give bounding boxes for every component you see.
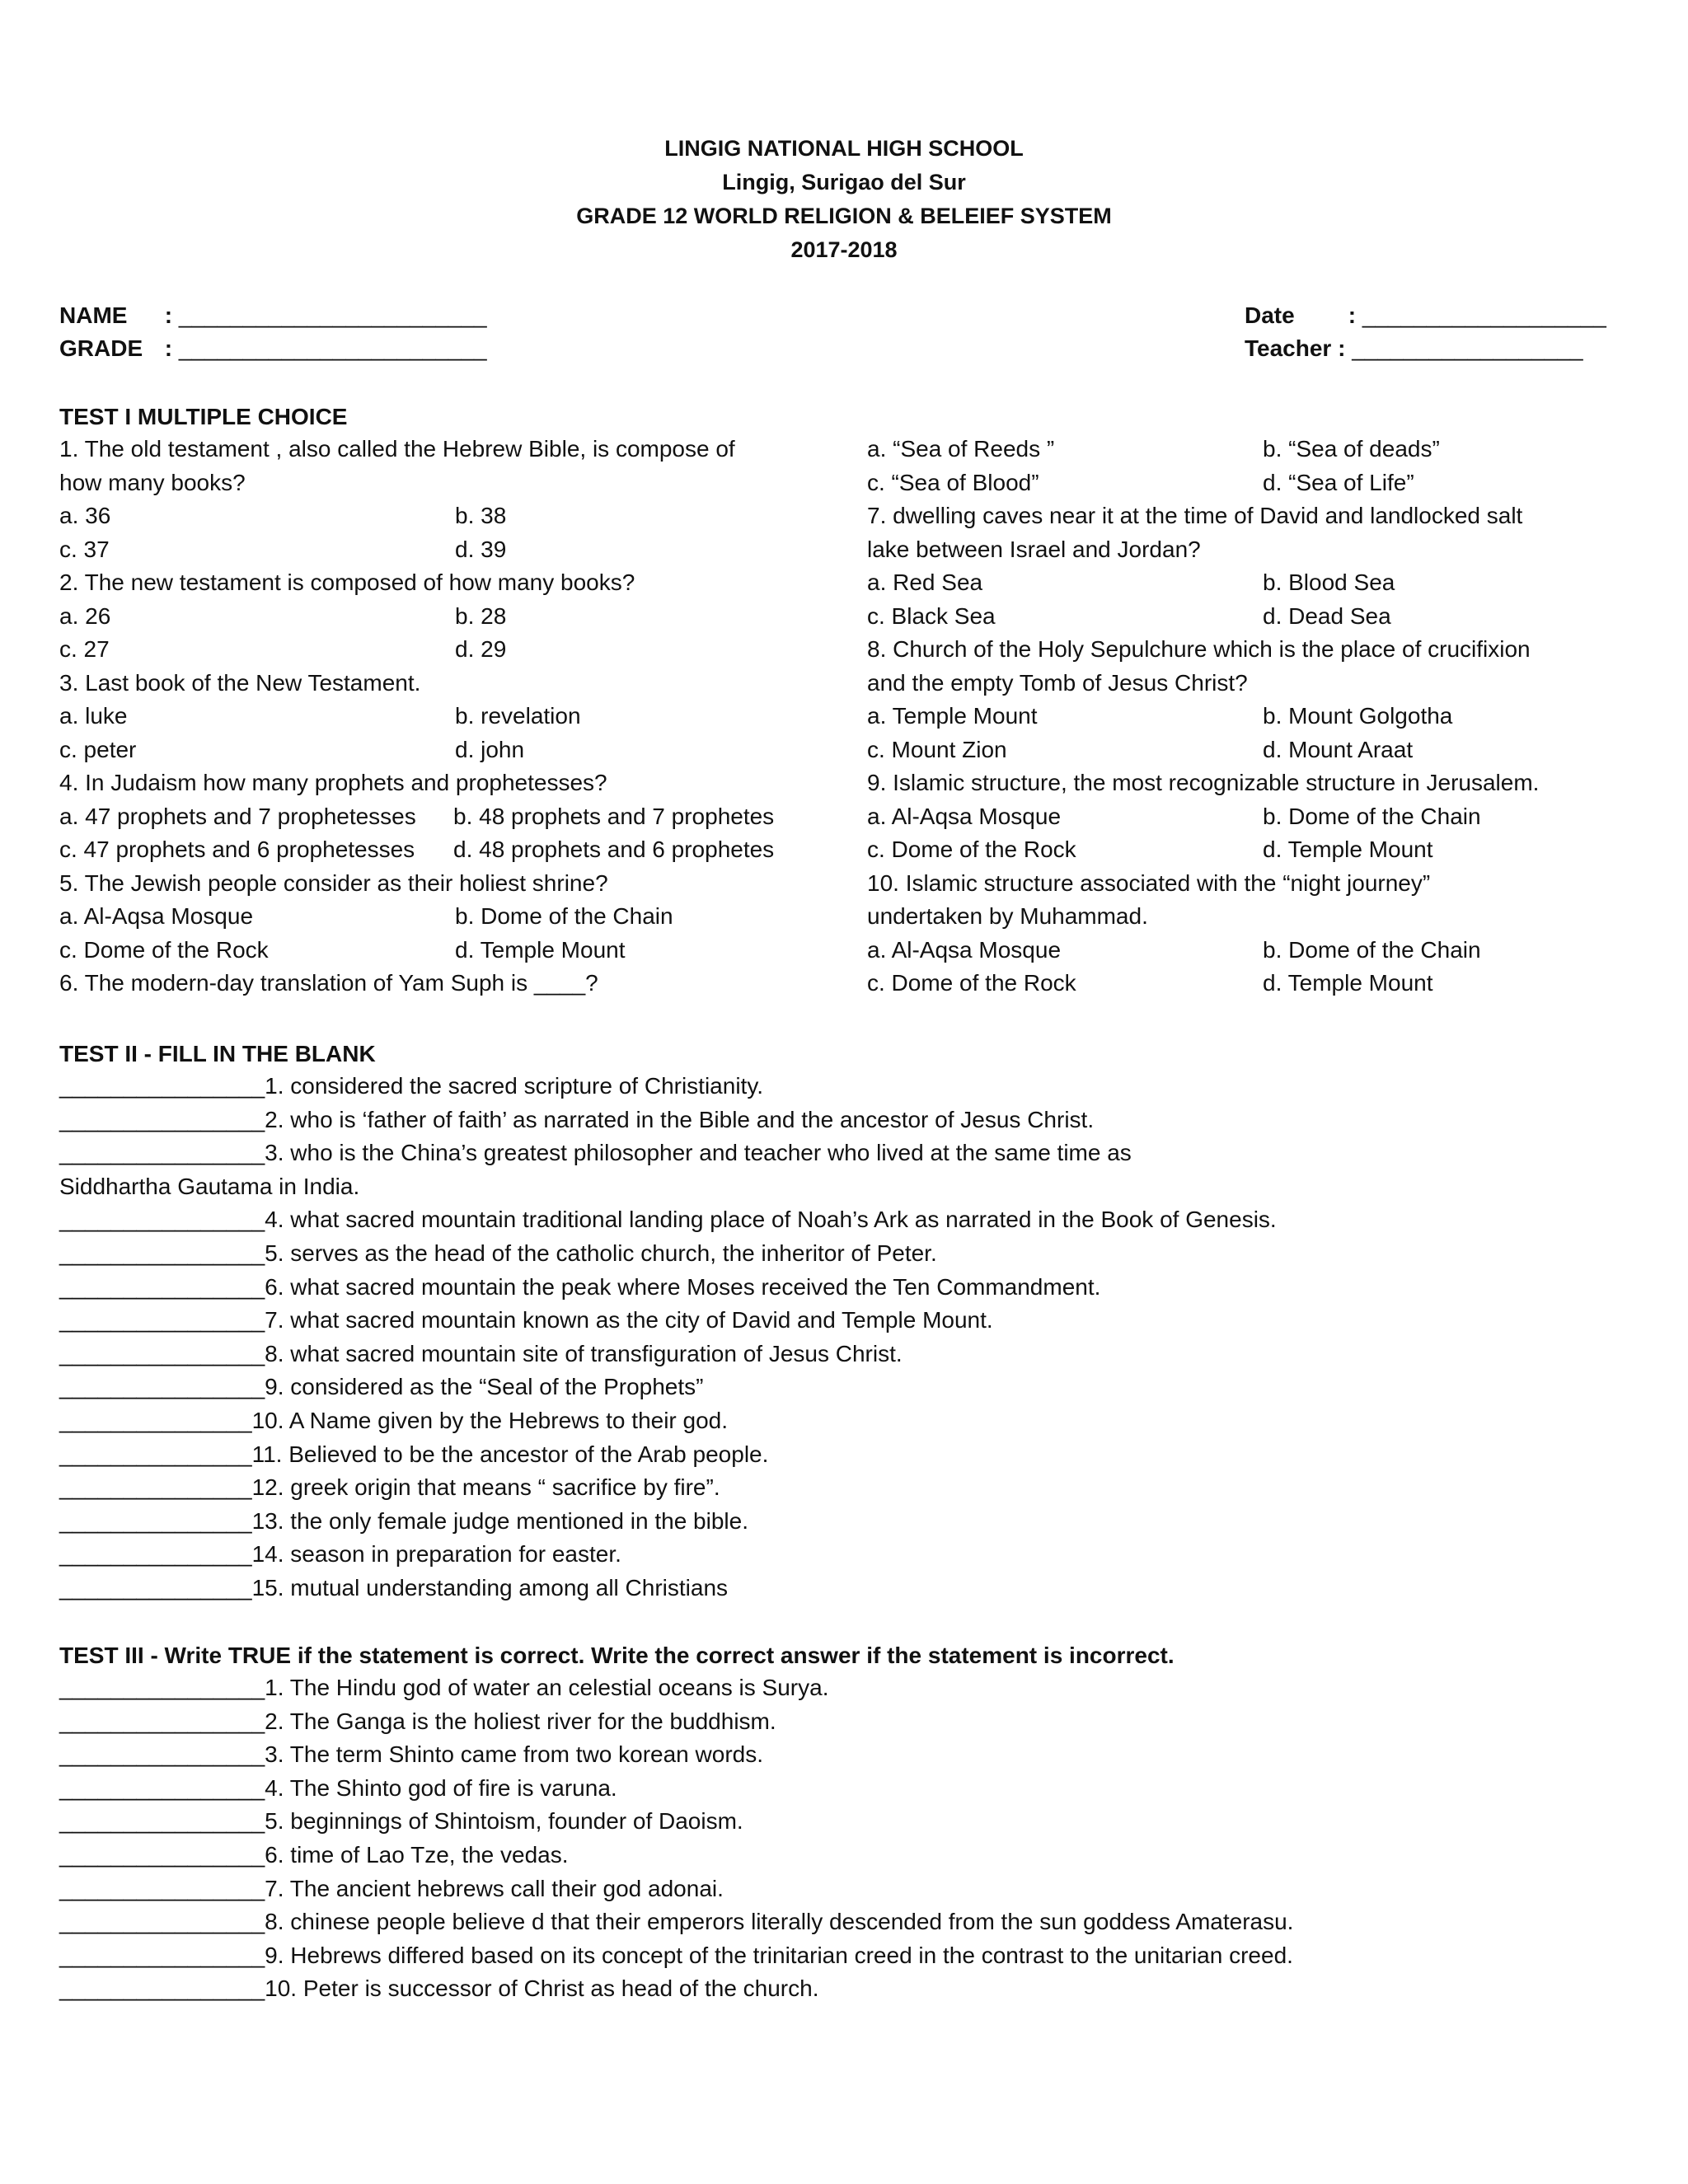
test1-title: TEST I MULTIPLE CHOICE <box>59 404 348 429</box>
fill-blank-continuation: Siddhartha Gautama in India. <box>59 1173 360 1199</box>
fill-blank-item[interactable]: ________________3. who is the China’s greatest philosopher and teacher who lived at the same time as <box>59 1140 1132 1166</box>
test1-right-row <box>867 533 1634 567</box>
test1-left-row <box>59 566 826 600</box>
fill-blank-item[interactable]: ________________5. serves as the head of the catholic church, the inheritor of Peter. <box>59 1240 937 1266</box>
test1-left-row <box>59 600 826 634</box>
school-name: LINGIG NATIONAL HIGH SCHOOL <box>664 136 1024 161</box>
true-false-item[interactable]: ________________10. Peter is successor of Christ as head of the church. <box>59 1975 819 2002</box>
option-a: a. “Sea of Reeds ” <box>867 436 1055 462</box>
test1-left-row <box>59 833 826 867</box>
date-colon: : <box>1348 302 1357 328</box>
fill-blank-item[interactable]: ________________4. what sacred mountain traditional landing place of Noah’s Ark as narrated in the Book of Genesis. <box>59 1207 1277 1233</box>
option-a: a. luke <box>59 703 128 729</box>
teacher-colon: : <box>1338 335 1346 361</box>
teacher-label: Teacher <box>1245 335 1332 361</box>
row-text: 1. The old testament , also called the Hebrew Bible, is compose of <box>59 436 735 462</box>
option-a: a. Al-Aqsa Mosque <box>59 903 254 929</box>
test1-right-row <box>867 433 1634 466</box>
test1-right-row <box>867 900 1634 934</box>
option-b: b. Dome of the Chain <box>455 903 673 929</box>
school-year: 2017-2018 <box>790 237 898 262</box>
test1-left-row <box>59 667 826 701</box>
option-b: b. revelation <box>455 703 581 729</box>
test1-right-row <box>867 466 1634 500</box>
fill-blank-item[interactable]: ________________7. what sacred mountain known as the city of David and Temple Mount. <box>59 1307 993 1333</box>
fill-blank-item[interactable]: ________________2. who is ‘father of faith’ as narrated in the Bible and the ancestor of Jesus Christ. <box>59 1106 1095 1132</box>
fill-blank-item[interactable]: ________________6. what sacred mountain the peak where Moses received the Ten Commandment. <box>59 1273 1101 1300</box>
test1-left-row <box>59 967 826 1001</box>
option-a: a. Temple Mount <box>867 703 1038 729</box>
option-c: c. Dome of the Rock <box>59 936 269 963</box>
test1-left-row <box>59 800 826 834</box>
course-title: GRADE 12 WORLD RELIGION & BELEIEF SYSTEM <box>576 204 1112 228</box>
name-blank[interactable]: ________________________ <box>178 302 487 328</box>
option-c: c. Dome of the Rock <box>867 837 1076 862</box>
fill-blank-item[interactable]: ________________9. considered as the “Seal of the Prophets” <box>59 1374 704 1400</box>
test1-right-row <box>867 967 1634 1001</box>
row-text: 2. The new testament is composed of how many books? <box>59 569 635 595</box>
test1-right-row <box>867 867 1634 901</box>
fill-blank-item[interactable]: _______________11. Believed to be the ancestor of the Arab people. <box>59 1441 769 1467</box>
test1-right-row <box>867 766 1634 800</box>
test1-left-row <box>59 733 826 767</box>
fill-blank-item[interactable]: _______________15. mutual understanding among all Christians <box>59 1574 729 1601</box>
option-d: d. john <box>455 736 525 762</box>
option-b: b. 48 prophets and 7 prophetes <box>453 803 775 829</box>
teacher-blank[interactable]: __________________ <box>1352 335 1583 361</box>
test1-right-row <box>867 667 1634 701</box>
option-c: c. peter <box>59 736 137 762</box>
option-d: d. 29 <box>455 636 507 662</box>
test1-right-row <box>867 934 1634 968</box>
option-b: b. “Sea of deads” <box>1263 436 1440 462</box>
row-text: 4. In Judaism how many prophets and prophetesses? <box>59 770 607 795</box>
row-text: 3. Last book of the New Testament. <box>59 669 421 696</box>
date-blank[interactable]: ___________________ <box>1362 302 1606 328</box>
option-a: a. Red Sea <box>867 569 983 595</box>
fill-blank-item[interactable]: ________________1. considered the sacred scripture of Christianity. <box>59 1073 764 1099</box>
true-false-item[interactable]: ________________4. The Shinto god of fire is varuna. <box>59 1774 617 1801</box>
test2-title: TEST II - FILL IN THE BLANK <box>59 1041 376 1066</box>
test2-items <box>59 1070 1625 1605</box>
option-b: b. Blood Sea <box>1263 569 1395 595</box>
test1-left-row <box>59 766 826 800</box>
option-d: d. Dead Sea <box>1263 602 1391 629</box>
fill-blank-item[interactable]: _______________14. season in preparation for easter. <box>59 1541 621 1568</box>
grade-field[interactable] <box>59 331 487 365</box>
row-text: 9. Islamic structure, the most recognizable structure in Jerusalem. <box>867 770 1540 795</box>
test1-right-row <box>867 833 1634 867</box>
test1-right-column <box>867 433 1634 1001</box>
test1-left-row <box>59 900 826 934</box>
row-text: 8. Church of the Holy Sepulchure which is the place of crucifixion <box>867 636 1531 662</box>
true-false-item[interactable]: ________________5. beginnings of Shintoism, founder of Daoism. <box>59 1808 743 1835</box>
true-false-item[interactable]: ________________9. Hebrews differed based on its concept of the trinitarian creed in the contrast to the unitarian creed. <box>59 1942 1293 1968</box>
option-b: b. 38 <box>455 503 507 528</box>
true-false-item[interactable]: ________________7. The ancient hebrews call their god adonai. <box>59 1875 724 1901</box>
option-d: d. Mount Araat <box>1263 736 1414 762</box>
option-d: d. “Sea of Life” <box>1263 469 1414 495</box>
option-a: a. 47 prophets and 7 prophetesses <box>59 803 416 829</box>
option-d: d. Temple Mount <box>1263 970 1433 996</box>
test1-right-row <box>867 633 1634 667</box>
row-text: 7. dwelling caves near it at the time of David and landlocked salt <box>867 503 1523 528</box>
school-location: Lingig, Surigao del Sur <box>722 170 966 194</box>
test1-left-row <box>59 499 826 533</box>
test3-items <box>59 1671 1625 2006</box>
option-a: a. Al-Aqsa Mosque <box>867 936 1062 963</box>
option-a: a. 36 <box>59 503 111 528</box>
option-b: b. Mount Golgotha <box>1263 703 1453 729</box>
option-b: b. Dome of the Chain <box>1263 803 1481 829</box>
row-text: 6. The modern-day translation of Yam Suph is ____? <box>59 970 598 996</box>
test1-right-row <box>867 700 1634 733</box>
name-field[interactable] <box>59 298 487 332</box>
test1-right-row <box>867 800 1634 834</box>
option-a: a. 26 <box>59 602 111 629</box>
true-false-item[interactable]: ________________6. time of Lao Tze, the vedas. <box>59 1841 569 1868</box>
test1-left-row <box>59 700 826 733</box>
test1-right-row <box>867 499 1634 533</box>
row-text: 10. Islamic structure associated with the “night journey” <box>867 869 1431 896</box>
option-d: d. 39 <box>455 536 507 562</box>
test1-left-row <box>59 934 826 968</box>
test3-title: TEST III - Write TRUE if the statement is correct. Write the correct answer if the statement is incorrect. <box>59 1643 1175 1668</box>
test1-right-row <box>867 566 1634 600</box>
test1-right-row <box>867 733 1634 767</box>
exam-header <box>0 132 1688 267</box>
option-c: c. 47 prophets and 6 prophetesses <box>59 837 415 862</box>
grade-label: GRADE <box>59 335 143 361</box>
option-d: d. Temple Mount <box>1263 837 1433 862</box>
option-c: c. 37 <box>59 536 110 562</box>
name-colon: : <box>164 302 173 328</box>
test1-left-row <box>59 466 826 500</box>
option-c: c. 27 <box>59 636 110 662</box>
option-d: d. 48 prophets and 6 prophetes <box>453 837 775 862</box>
date-field[interactable] <box>1245 298 1606 332</box>
row-text: how many books? <box>59 469 246 495</box>
option-c: c. Dome of the Rock <box>867 970 1076 996</box>
test1-left-column <box>59 433 826 1001</box>
row-text: lake between Israel and Jordan? <box>867 536 1201 562</box>
true-false-item[interactable]: ________________8. chinese people believe d that their emperors literally descended from the sun goddess Amaterasu. <box>59 1909 1294 1935</box>
option-c: c. Mount Zion <box>867 736 1007 762</box>
fill-blank-item[interactable]: _______________12. greek origin that means “ sacrifice by fire”. <box>59 1474 720 1501</box>
test1-right-row <box>867 600 1634 634</box>
row-text: 5. The Jewish people consider as their holiest shrine? <box>59 869 608 896</box>
option-c: c. Black Sea <box>867 602 996 629</box>
test1-left-row <box>59 433 826 466</box>
fill-blank-item[interactable]: _______________10. A Name given by the Hebrews to their god. <box>59 1407 729 1433</box>
option-b: b. Dome of the Chain <box>1263 936 1481 963</box>
grade-blank[interactable]: ________________________ <box>178 335 487 361</box>
grade-colon: : <box>164 335 173 361</box>
option-a: a. Al-Aqsa Mosque <box>867 803 1062 829</box>
teacher-field[interactable] <box>1245 331 1583 365</box>
fill-blank-item[interactable]: ________________8. what sacred mountain site of transfiguration of Jesus Christ. <box>59 1340 903 1366</box>
fill-blank-item[interactable]: _______________13. the only female judge mentioned in the bible. <box>59 1507 748 1534</box>
row-text: and the empty Tomb of Jesus Christ? <box>867 669 1248 696</box>
row-text: undertaken by Muhammad. <box>867 903 1148 929</box>
test1-left-row <box>59 867 826 901</box>
date-label: Date <box>1245 302 1295 328</box>
true-false-item[interactable]: ________________3. The term Shinto came from two korean words. <box>59 1741 763 1768</box>
true-false-item[interactable]: ________________2. The Ganga is the holiest river for the buddhism. <box>59 1708 776 1734</box>
option-c: c. “Sea of Blood” <box>867 469 1039 495</box>
test1-left-row <box>59 533 826 567</box>
option-b: b. 28 <box>455 602 507 629</box>
true-false-item[interactable]: ________________1. The Hindu god of water an celestial oceans is Surya. <box>59 1675 829 1700</box>
name-label: NAME <box>59 302 128 328</box>
test1-left-row <box>59 633 826 667</box>
option-d: d. Temple Mount <box>455 936 626 963</box>
